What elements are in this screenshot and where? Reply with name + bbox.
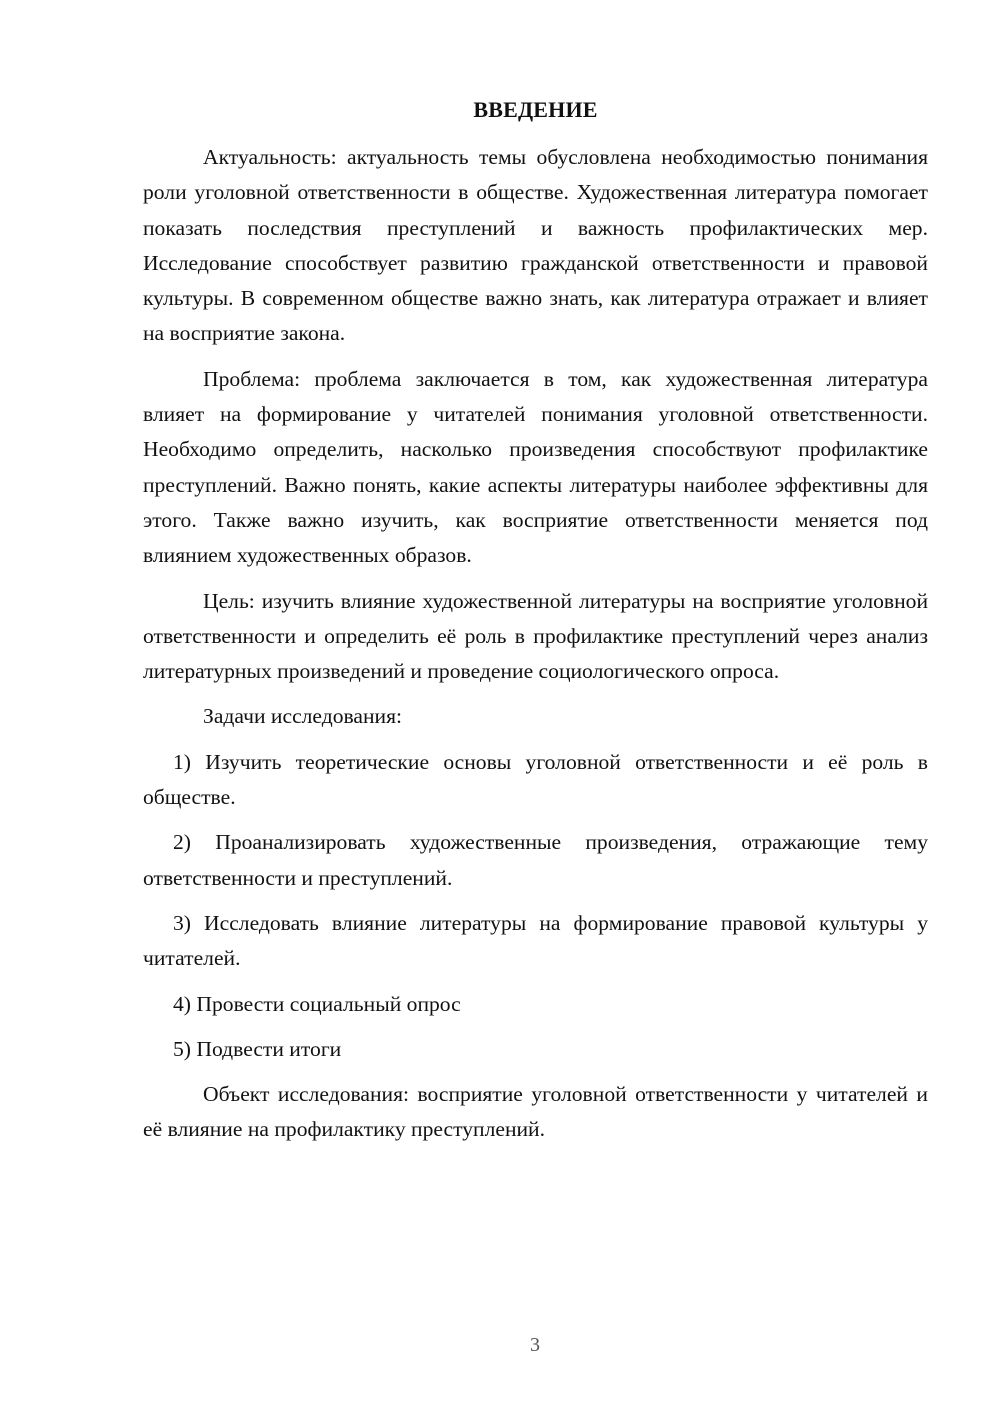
list-item: 5) Подвести итоги bbox=[173, 1036, 342, 1061]
list-item: 4) Провести социальный опрос bbox=[173, 991, 461, 1016]
list-item: 2) Проанализировать художественные произведения, отражающие тему ответственности и преступлений. bbox=[143, 830, 928, 890]
list-item: 1) Изучить теоретические основы уголовной ответственности и её роль в обществе. bbox=[143, 749, 928, 810]
page-content bbox=[143, 94, 928, 1158]
goal-paragraph: Цель: изучить влияние художественной литературы на восприятие уголовной ответственности и определить её роль в профилактике преступлений через анализ литературных произведений и проведение социологического опроса. bbox=[143, 588, 928, 684]
problem-paragraph: Проблема: проблема заключается в том, как художественная литература влияет на формирование у читателей понимания уголовной ответственности. Необходимо определить, насколько произведения способствуют профилактике преступлений. Важно понять, какие аспекты литературы наиболее эффективны для этого. Также важно изучить, как восприятие ответственности меняется под влиянием художественных образов. bbox=[143, 366, 928, 568]
page-number: 3 bbox=[530, 1334, 540, 1356]
relevance-paragraph: Актуальность: актуальность темы обусловлена необходимостью понимания роли уголовной ответственности в обществе. Художественная литература помогает показать последствия преступлений и важность профилактических мер. Исследование способствует развитию гражданской ответственности и правовой культуры. В современном обществе важно знать, как литература отражает и влияет на восприятие закона. bbox=[143, 145, 928, 346]
tasks-heading: Задачи исследования: bbox=[203, 704, 403, 729]
page-title: ВВЕДЕНИЕ bbox=[473, 97, 598, 122]
list-item: 3) Исследовать влияние литературы на формирование правовой культуры у читателей. bbox=[143, 910, 928, 971]
tasks-list bbox=[143, 745, 928, 1067]
object-paragraph: Объект исследования: восприятие уголовной ответственности у читателей и её влияние на профилактику преступлений. bbox=[143, 1082, 928, 1142]
